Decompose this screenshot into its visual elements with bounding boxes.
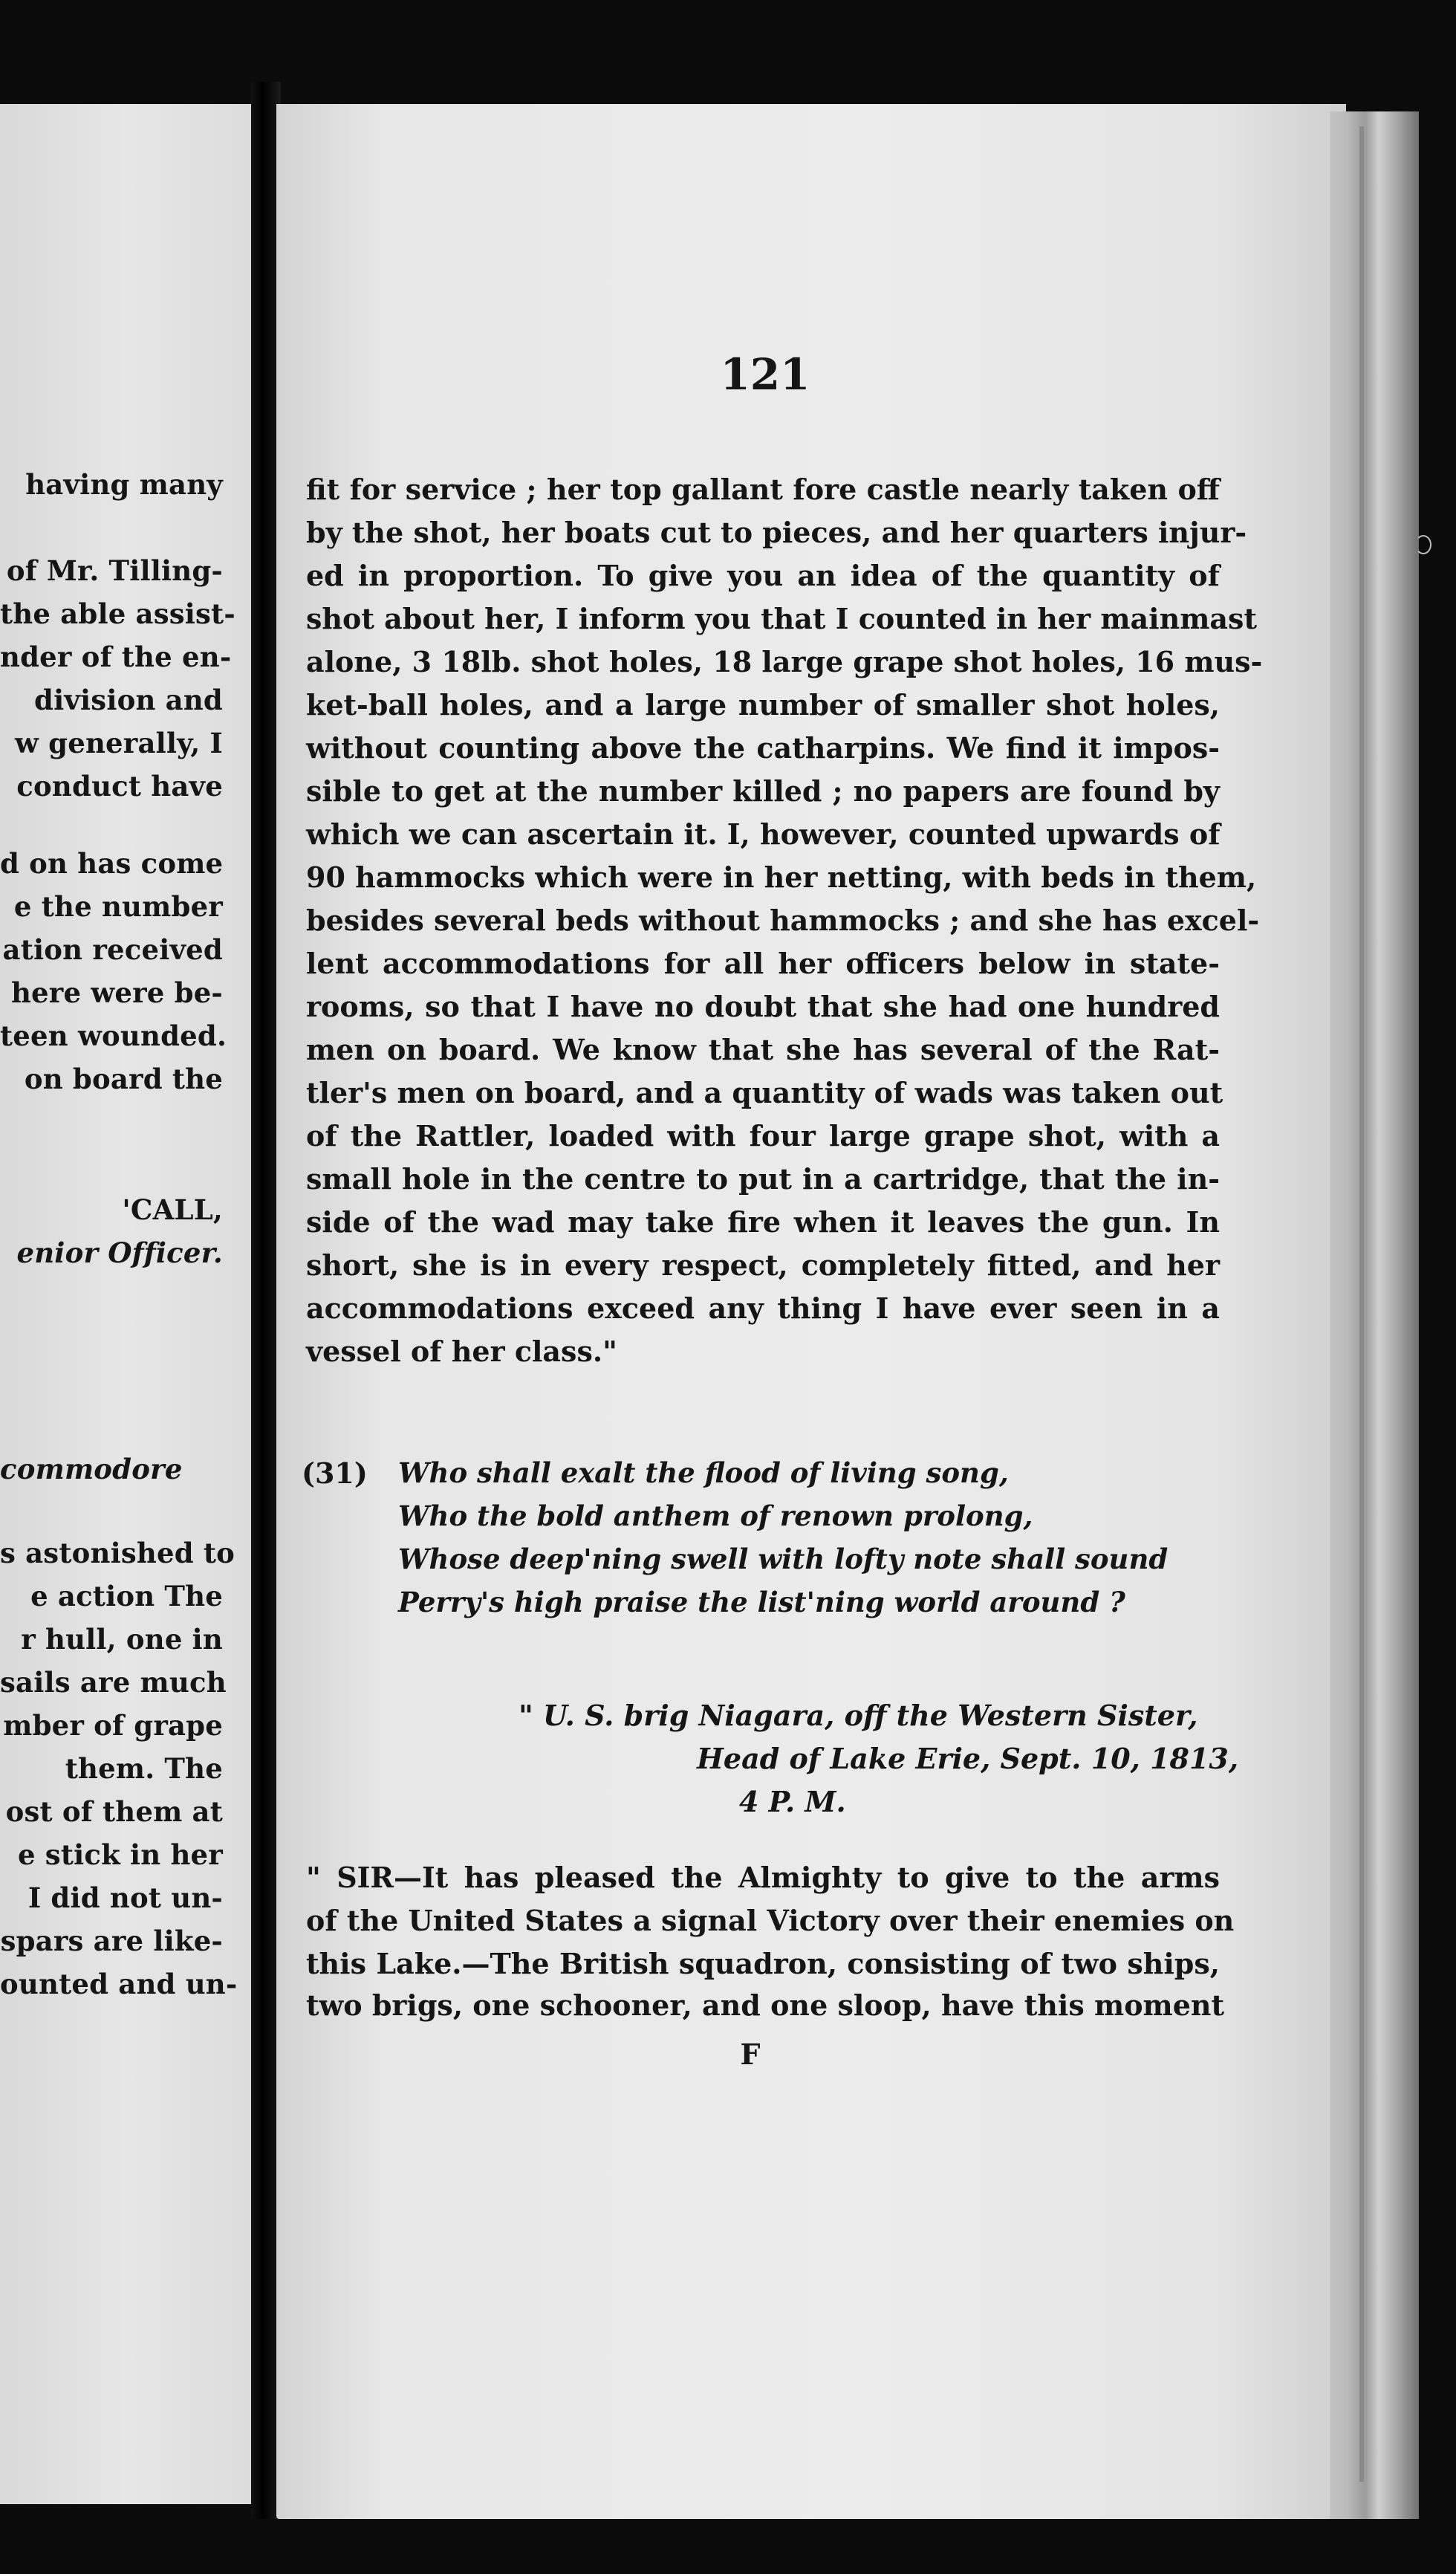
letter-line: two brigs, one schooner, and one sloop, have this moment	[306, 1988, 1225, 2022]
previous-page-line: here were be-	[10, 976, 223, 1009]
note-number: (31)	[302, 1456, 368, 1490]
previous-page-line: teen wounded.	[0, 1019, 227, 1052]
body-line: by the shot, her boats cut to pieces, and her quarters injur-	[306, 516, 1247, 549]
body-line: besides several beds without hammocks ; and she has excel-	[306, 904, 1260, 937]
body-line: side of the wad may take fire when it leaves the gun. In	[306, 1205, 1220, 1239]
previous-page	[0, 104, 253, 2504]
verse-line: Who shall exalt the flood of living song,	[398, 1456, 1009, 1489]
previous-page-line: nder of the en-	[0, 641, 232, 673]
previous-page-line: the able assist-	[0, 597, 235, 630]
body-line: without counting above the catharpins. We find it impos-	[306, 731, 1220, 765]
previous-page-line: ounted and un-	[0, 1968, 238, 2000]
previous-page-line: e the number	[13, 890, 223, 923]
body-line: short, she is in every respect, completely fitted, and her	[306, 1248, 1220, 1282]
letter-dateline: 4 P. M.	[739, 1785, 846, 1818]
previous-page-line: s astonished to	[0, 1537, 235, 1569]
page-number: 121	[720, 349, 810, 400]
previous-page-line: sails are much	[0, 1666, 227, 1699]
body-line: accommodations exceed any thing I have ever seen in a	[306, 1291, 1220, 1325]
previous-page-line: on board the	[24, 1063, 223, 1095]
page-edge-shadow	[1359, 126, 1364, 2482]
body-line: which we can ascertain it. I, however, counted upwards of	[306, 817, 1221, 851]
verse-line: Perry's high praise the list'ning world around ?	[398, 1586, 1125, 1618]
body-line: alone, 3 18lb. shot holes, 18 large grape shot holes, 16 mus-	[306, 645, 1263, 678]
body-line: 90 hammocks which were in her netting, with beds in them,	[306, 860, 1257, 894]
previous-page-line: 'CALL,	[122, 1193, 223, 1226]
previous-page-line: division and	[34, 684, 223, 716]
margin-mark	[1415, 535, 1431, 554]
body-line: rooms, so that I have no doubt that she had one hundred	[306, 990, 1220, 1023]
previous-page-line: conduct have	[16, 770, 223, 803]
body-line: ed in proportion. To give you an idea of the quantity of	[306, 559, 1220, 592]
previous-page-line: commodore	[0, 1453, 183, 1485]
previous-page-line: e stick in her	[17, 1838, 223, 1871]
letter-dateline: Head of Lake Erie, Sept. 10, 1813,	[697, 1742, 1239, 1775]
previous-page-line: ation received	[2, 933, 223, 966]
body-line: men on board. We know that she has several of the Rat-	[306, 1033, 1220, 1066]
previous-page-line: enior Officer.	[16, 1236, 223, 1269]
previous-page-line: of Mr. Tilling-	[6, 554, 223, 587]
letter-dateline: " U. S. brig Niagara, off the Western Sister,	[519, 1699, 1198, 1732]
body-line: ket-ball holes, and a large number of smaller shot holes,	[306, 688, 1220, 722]
body-line: shot about her, I inform you that I counted in her mainmast	[306, 602, 1257, 635]
previous-page-line: mber of grape	[3, 1709, 223, 1742]
body-line: small hole in the centre to put in a cartridge, that the in-	[306, 1162, 1220, 1196]
body-line: tler's men on board, and a quantity of wads was taken out	[306, 1076, 1223, 1109]
page-edges	[1330, 111, 1419, 2519]
previous-page-line: r hull, one in	[21, 1623, 223, 1656]
body-line: lent accommodations for all her officers below in state-	[306, 947, 1220, 980]
previous-page-line: I did not un-	[27, 1881, 223, 1914]
previous-page-line: them. The	[65, 1752, 223, 1785]
signature-mark: F	[740, 2038, 761, 2071]
verse-line: Whose deep'ning swell with lofty note shall sound	[398, 1543, 1169, 1575]
letter-line: " SIR—It has pleased the Almighty to give to the arms	[306, 1861, 1220, 1894]
previous-page-line: e action The	[30, 1580, 223, 1612]
previous-page-line: w generally, I	[15, 727, 223, 759]
body-line: sible to get at the number killed ; no papers are found by	[306, 774, 1220, 808]
previous-page-line: d on has come	[0, 847, 224, 880]
body-line: fit for service ; her top gallant fore castle nearly taken off	[306, 473, 1220, 506]
body-line: of the Rattler, loaded with four large grape shot, with a	[306, 1119, 1220, 1153]
previous-page-line: spars are like-	[0, 1925, 223, 1957]
body-line: vessel of her class."	[306, 1335, 617, 1368]
verse-line: Who the bold anthem of renown prolong,	[398, 1500, 1033, 1532]
letter-line: of the United States a signal Victory over their enemies on	[306, 1904, 1235, 1937]
letter-line: this Lake.—The British squadron, consisting of two ships,	[306, 1947, 1220, 1980]
previous-page-line: ost of them at	[5, 1795, 223, 1828]
previous-page-line: having many	[25, 468, 223, 501]
